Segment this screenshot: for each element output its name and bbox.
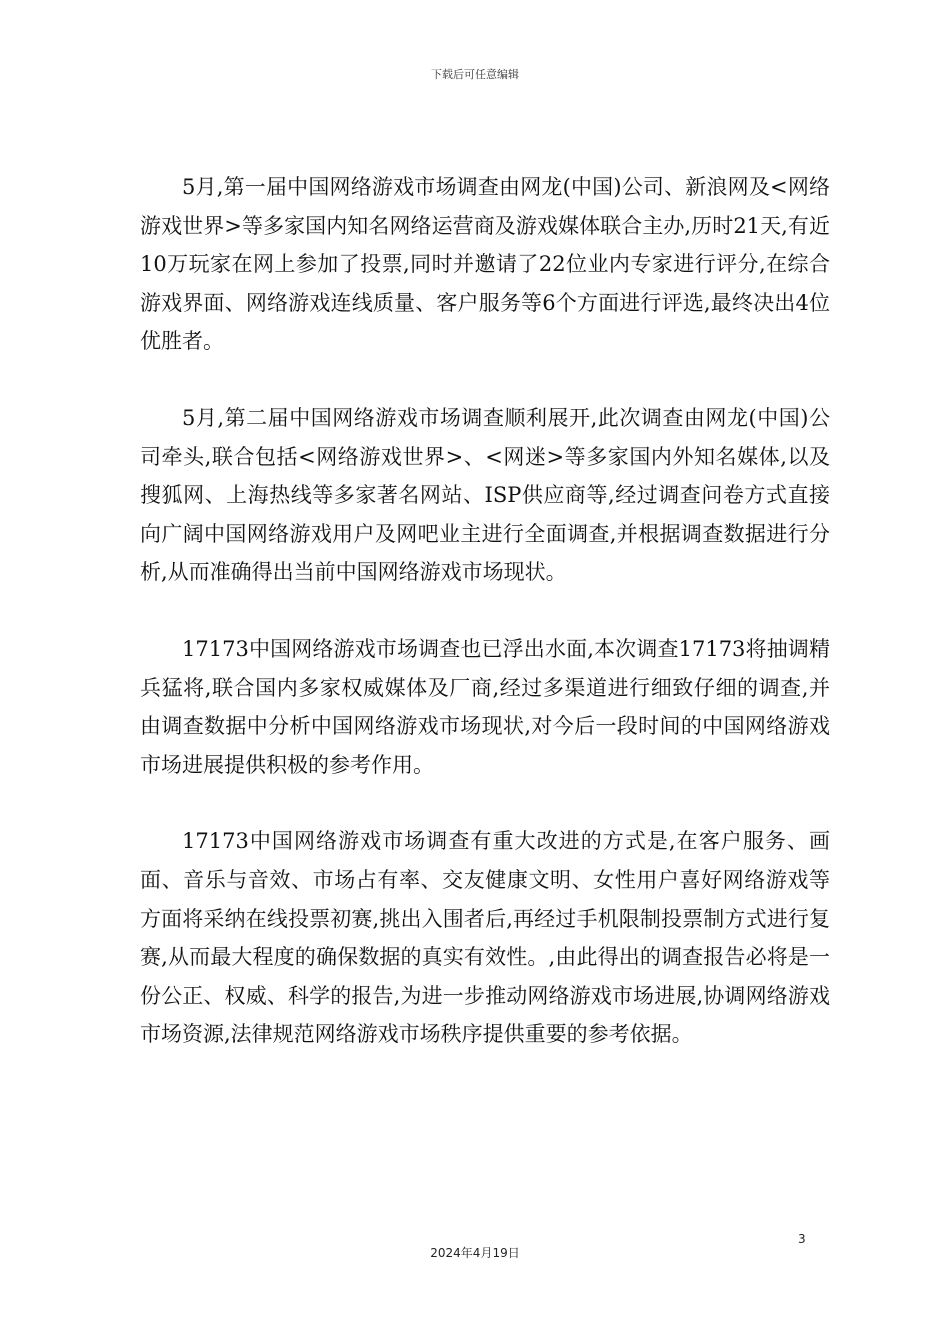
paragraph-4: 17173中国网络游戏市场调查有重大改进的方式是,在客户服务、画面、音乐与音效、市场占有率、交友健康文明、女性用户喜好网络游戏等方面将采纳在线投票初赛,挑出入围者后,再经过手机限制投票制方式进行复赛,从而最大程度的确保数据的真实有效性。,由此得出的调查报告必将是一份公正、权威、科学的报告,为进一步推动网络游戏市场进展,协调网络游戏市场资源,法律规范网络游戏市场秩序提供重要的参考依据。 xyxy=(140,829,830,1047)
paragraph-2: 5月,第二届中国网络游戏市场调查顺利展开,此次调查由网龙(中国)公司牵头,联合包括<网络游戏世界>、<网迷>等多家国内外知名媒体,以及搜狐网、上海热线等多家著名网站、ISP供应商等,经过调查问卷方式直接向广阔中国网络游戏用户及网吧业主进行全面调查,并根据调查数据进行分析,从而准确得出当前中国网络游戏市场现状。 xyxy=(140,405,830,585)
document-body xyxy=(140,168,830,1092)
page-header: 下载后可任意编辑 xyxy=(431,68,519,81)
paragraph-3: 17173中国网络游戏市场调查也已浮出水面,本次调查17173将抽调精兵猛将,联合国内多家权威媒体及厂商,经过多渠道进行细致仔细的调查,并由调查数据中分析中国网络游戏市场现状,对今后一段时间的中国网络游戏市场进展提供积极的参考作用。 xyxy=(140,636,830,777)
paragraph-1: 5月,第一届中国网络游戏市场调查由网龙(中国)公司、新浪网及<网络游戏世界>等多家国内知名网络运营商及游戏媒体联合主办,历时21天,有近10万玩家在网上参加了投票,同时并邀请了22位业内专家进行评分,在综合游戏界面、网络游戏连线质量、客户服务等6个方面进行评选,最终决出4位优胜者。 xyxy=(140,175,830,354)
page-footer-date: 2024年4月19日 xyxy=(430,1246,520,1260)
page-number: 3 xyxy=(798,1232,806,1246)
